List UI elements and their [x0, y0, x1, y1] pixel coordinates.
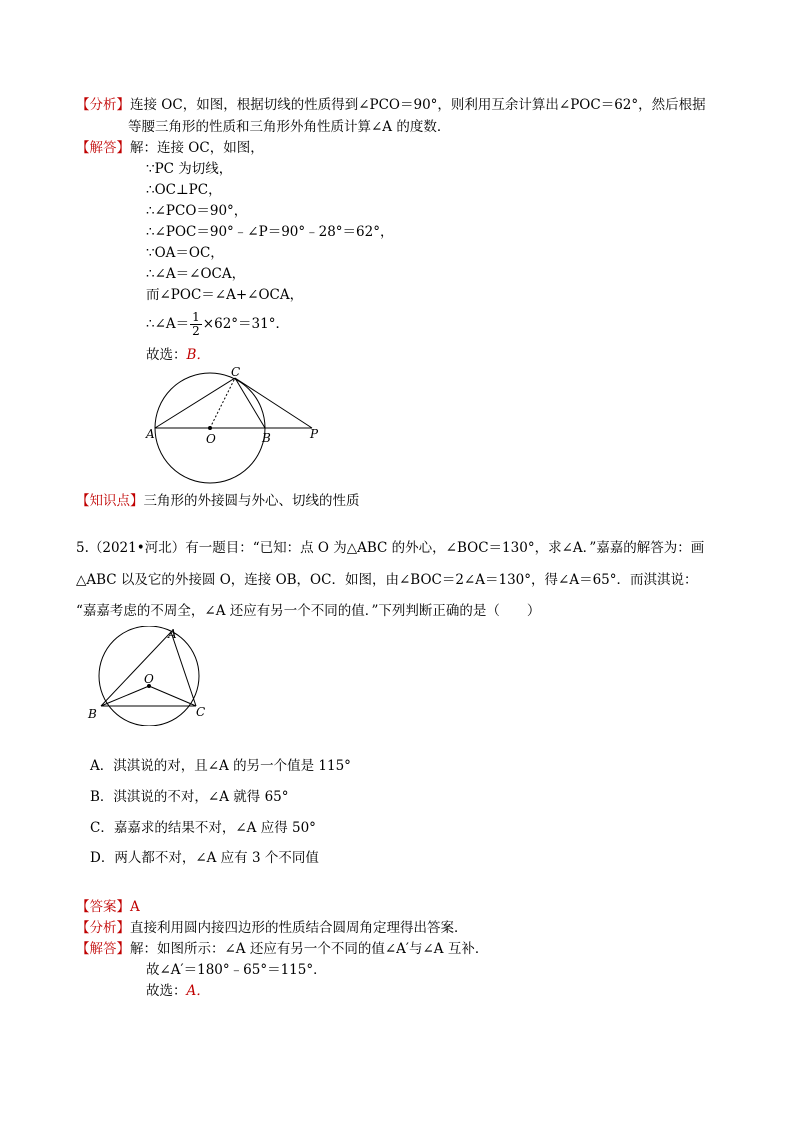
- label-o: O: [206, 432, 216, 446]
- analysis5-tag: 【分析】: [76, 920, 130, 936]
- solution-step: ∴∠A＝∠OCA，: [146, 266, 246, 282]
- solution5-tag: 【解答】: [76, 941, 130, 957]
- line-ob: [101, 686, 149, 706]
- label-o: O: [144, 672, 154, 686]
- label-a: A: [146, 427, 155, 441]
- solution-intro: 解：连接 OC，如图，: [130, 140, 264, 156]
- fraction-denominator: 2: [192, 324, 200, 338]
- figure-circumcircle: [86, 626, 216, 726]
- label-a: A: [168, 627, 177, 641]
- knowledge-text: 三角形的外接圆与外心、切线的性质: [143, 493, 360, 509]
- choice-value: A．: [186, 983, 210, 999]
- analysis-text-1: 连接 OC，如图，根据切线的性质得到∠PCO＝90°，则利用互余计算出∠POC＝62°，然后根据: [130, 97, 706, 113]
- analysis-line-1: [76, 96, 706, 114]
- analysis5-text: 直接利用圆内接四边形的性质结合圆周角定理得出答案．: [130, 920, 468, 936]
- label-b: B: [88, 707, 97, 721]
- solution5-text-1: 解：如图所示：∠A 还应有另一个不同的值∠A′与∠A 互补．: [130, 941, 489, 957]
- solution-tag: 【解答】: [76, 140, 130, 156]
- solution-step: ∵PC 为切线，: [146, 161, 233, 177]
- fraction-prefix: ∴∠A＝: [146, 316, 190, 332]
- line-cb: [235, 378, 265, 428]
- option-b[interactable]: [90, 788, 289, 806]
- solution5-choice-line: [146, 982, 210, 1000]
- knowledge-tag: 【知识点】: [76, 493, 144, 509]
- choice-prefix: 故选：: [146, 347, 187, 363]
- solution5-line-2: 故∠A′＝180°﹣65°＝115°．: [146, 962, 327, 978]
- center-point: [208, 426, 212, 430]
- solution-step: ∴OC⊥PC，: [146, 182, 222, 198]
- solution-step: ∴∠PCO＝90°，: [146, 203, 248, 219]
- option-a[interactable]: [90, 757, 351, 775]
- line-cp: [235, 378, 312, 428]
- solution-step: 而∠POC＝∠A+∠OCA，: [146, 287, 304, 303]
- question-line-3: “嘉嘉考虑的不周全，∠A 还应有另一个不同的值．”下列判断正确的是（ ）: [76, 603, 541, 619]
- option-letter: A．: [90, 758, 114, 774]
- solution5-line-1: [76, 940, 488, 958]
- option-text: 两人都不对，∠A 应有 3 个不同值: [114, 850, 319, 866]
- label-b: B: [262, 431, 271, 445]
- option-text: 淇淇说的不对，∠A 就得 65°: [113, 789, 289, 805]
- option-text: 嘉嘉求的结果不对，∠A 应得 50°: [113, 820, 316, 836]
- analysis-tag: 【分析】: [76, 97, 130, 113]
- fraction-suffix: ×62°＝31°．: [202, 316, 289, 332]
- answer-tag: 【答案】: [76, 899, 130, 915]
- option-letter: B．: [90, 789, 114, 805]
- label-c: C: [231, 366, 241, 379]
- option-text: 淇淇说的对，且∠A 的另一个值是 115°: [113, 758, 351, 774]
- choice-value: B．: [186, 347, 210, 363]
- question-line-2: △ABC 以及它的外接圆 O，连接 OB，OC．如图，由∠BOC＝2∠A＝130°，得∠A＝65°．而淇淇说：: [76, 572, 698, 588]
- analysis-line-2: [128, 118, 450, 136]
- solution-step: ∴∠POC＝90°﹣∠P＝90°﹣28°＝62°，: [146, 224, 394, 240]
- analysis5-line: [76, 919, 468, 937]
- option-letter: D．: [90, 850, 115, 866]
- solution-choice-line: [146, 346, 210, 364]
- line-ac: [171, 632, 196, 706]
- fraction-numerator: 1: [192, 310, 200, 324]
- fraction: [190, 311, 202, 338]
- label-p: P: [310, 427, 319, 441]
- choice-prefix: 故选：: [146, 983, 187, 999]
- option-d[interactable]: [90, 849, 319, 867]
- solution-fraction-line: [146, 311, 289, 338]
- line-oc: [149, 686, 196, 706]
- answer-value: A: [130, 899, 140, 915]
- question-line-1: 5.（2021•河北）有一题目：“已知：点 O 为△ABC 的外心，∠BOC＝130°，求∠A．”嘉嘉的解答为：画: [76, 540, 705, 556]
- option-c[interactable]: [90, 819, 316, 837]
- solution-step: ∵OA＝OC，: [146, 245, 224, 261]
- label-c: C: [196, 705, 206, 719]
- analysis-text-2: 等腰三角形的性质和三角形外角性质计算∠A 的度数．: [128, 119, 451, 135]
- figure-circle-tangent: [140, 366, 340, 486]
- solution-intro-line: [76, 139, 264, 157]
- answer-line: [76, 898, 140, 916]
- knowledge-line: [76, 492, 360, 510]
- option-letter: C．: [90, 820, 114, 836]
